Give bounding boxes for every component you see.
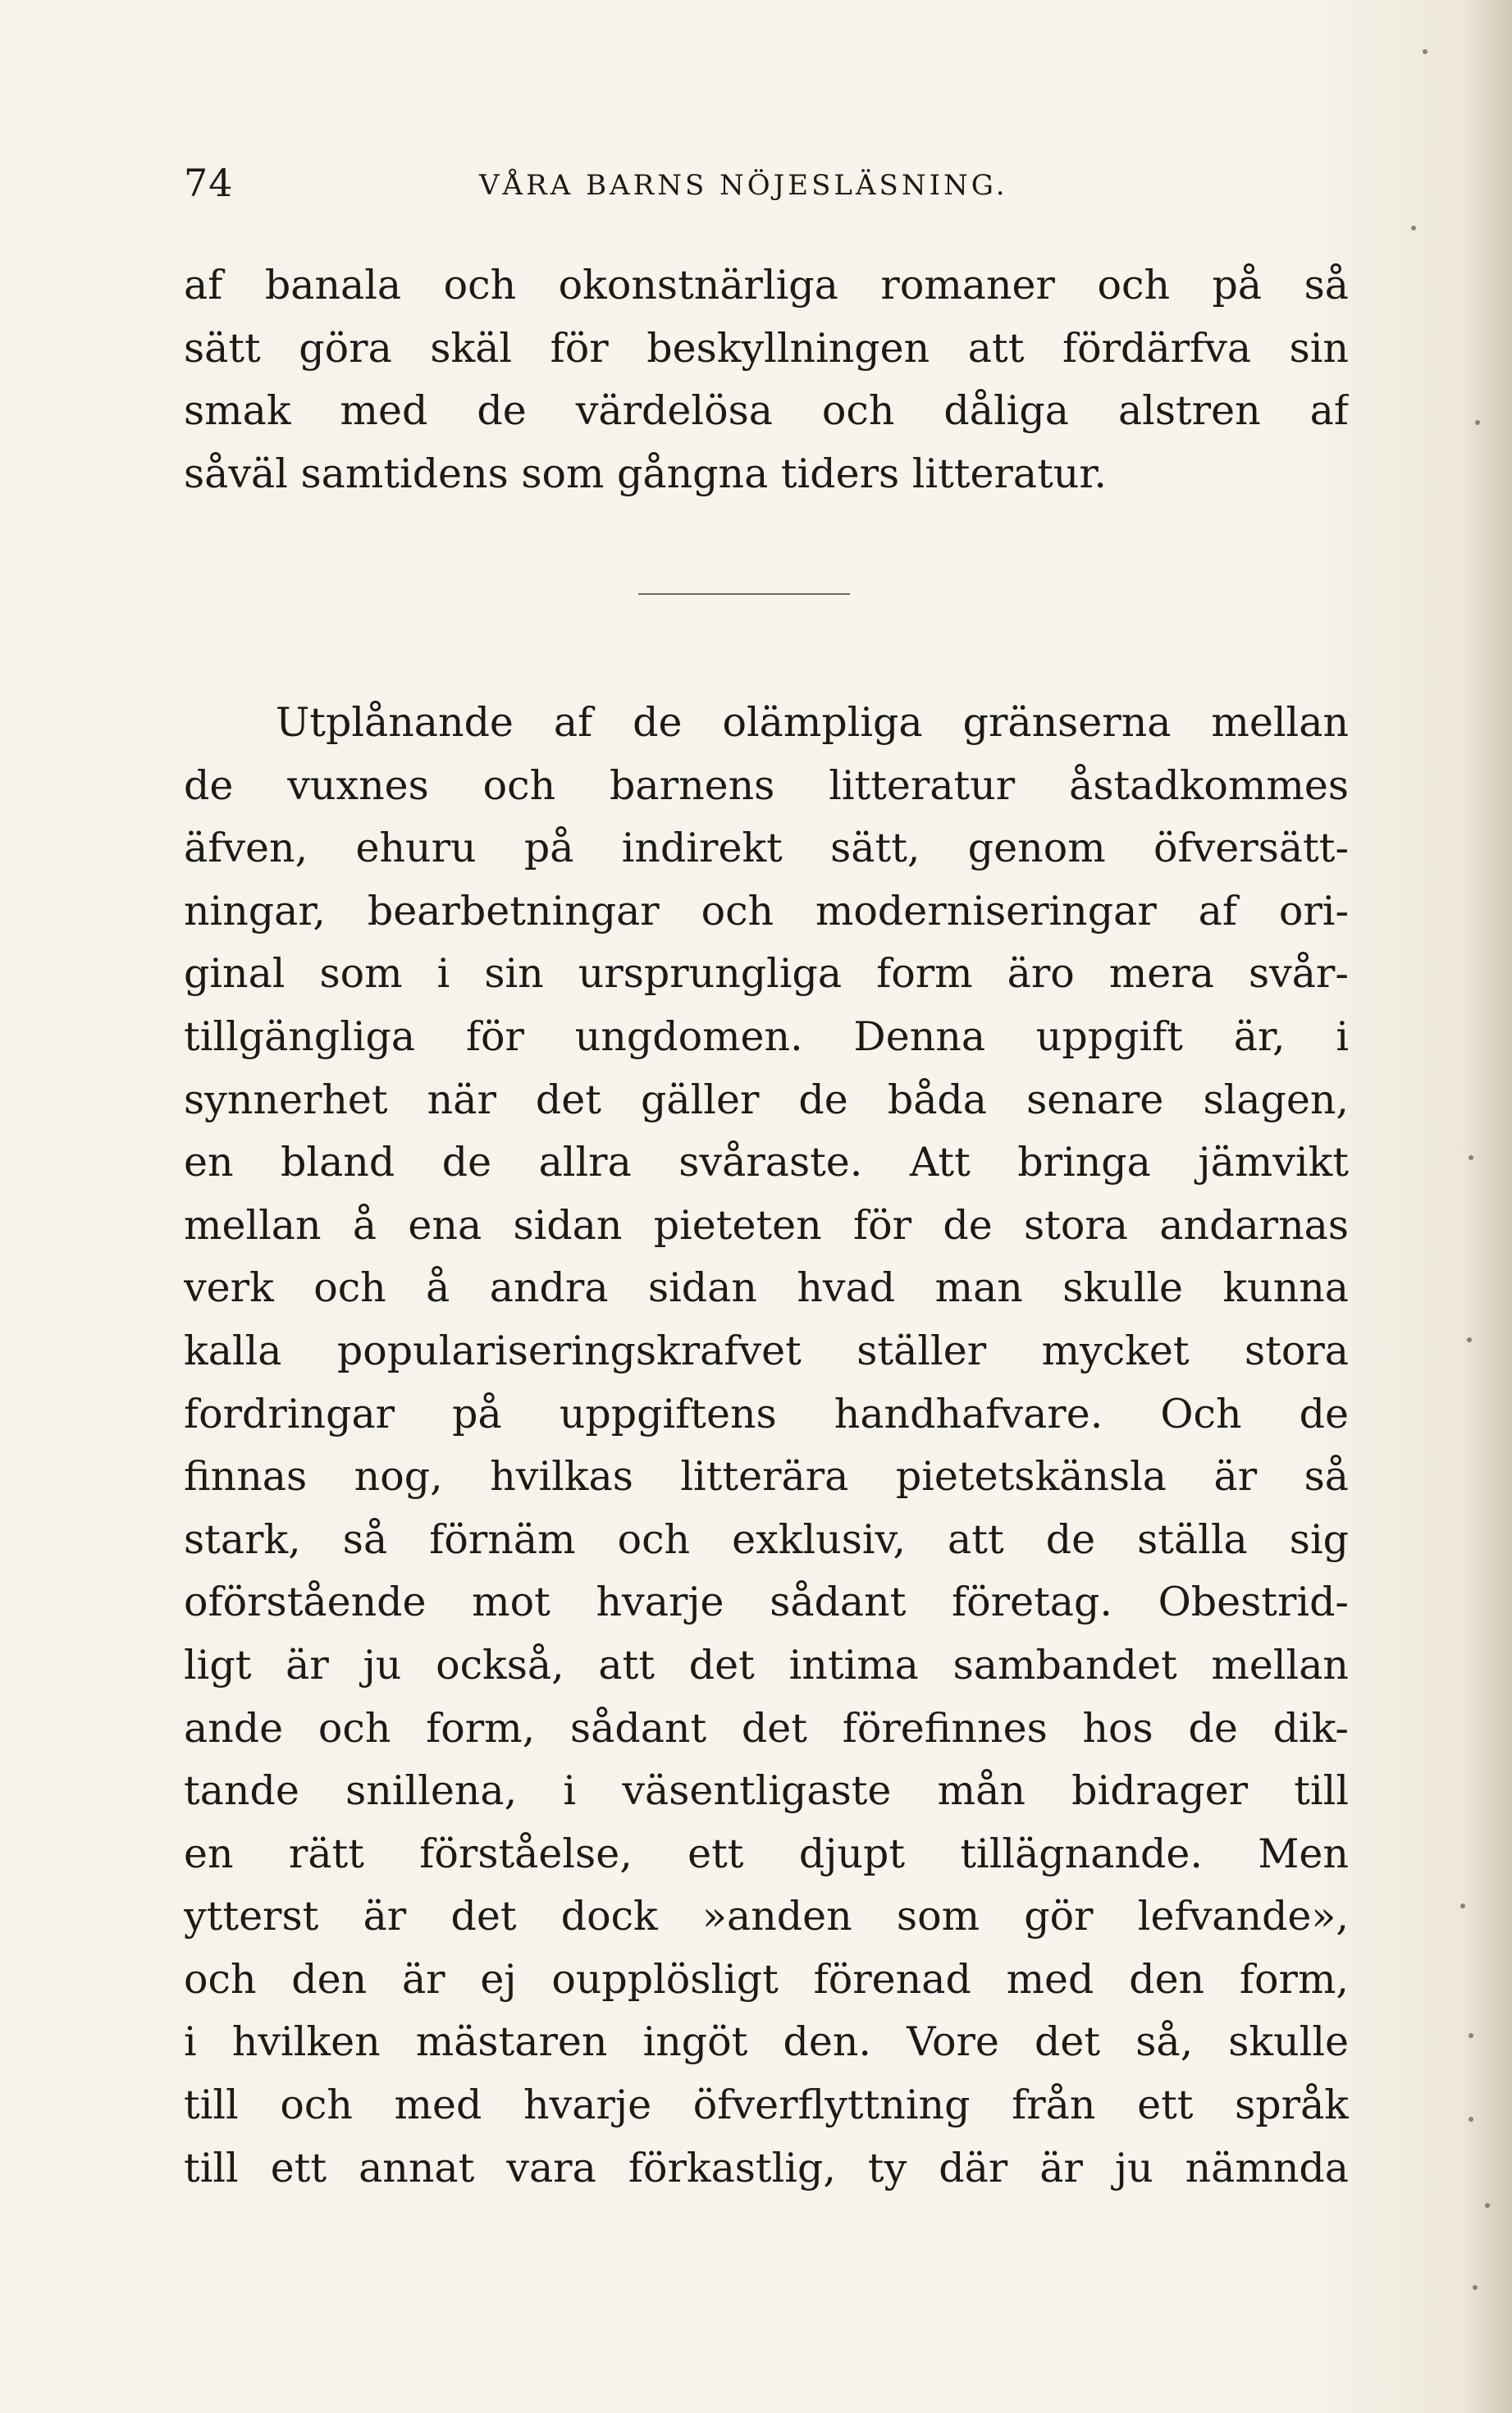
text-line: smak med de värdelösa och dåliga alstren af xyxy=(184,387,1349,435)
scan-speck xyxy=(1469,2033,1473,2038)
scan-speck xyxy=(1485,2203,1490,2208)
text-line: tillgängliga för ungdomen. Denna uppgift är, i xyxy=(184,1012,1349,1060)
text-line: finnas nog, hvilkas litterära pietetskänsla är så xyxy=(184,1453,1349,1501)
text-line: fordringar på uppgiftens handhafvare. Och de xyxy=(184,1390,1349,1437)
scan-speck xyxy=(1469,2117,1473,2122)
text-line: de vuxnes och barnens litteratur åstadkommes xyxy=(184,761,1349,809)
text-line: en bland de allra svåraste. Att bringa jämvikt xyxy=(184,1139,1349,1186)
scan-speck xyxy=(1467,1337,1472,1342)
text-line: ytterst är det dock »anden som gör lefvande», xyxy=(184,1893,1349,1940)
text-line: och den är ej oupplösligt förenad med den form, xyxy=(184,1955,1349,2003)
text-line: såväl samtidens som gångna tiders litteratur. xyxy=(184,450,1107,497)
text-line: Utplånande af de olämpliga gränserna mellan xyxy=(276,699,1349,746)
text-line: af banala och okonstnärliga romaner och på så xyxy=(184,262,1349,308)
text-line: till ett annat vara förkastlig, ty där är ju nämnda xyxy=(184,2144,1349,2191)
paragraph-1 xyxy=(184,254,1349,505)
page-number: 74 xyxy=(184,161,234,205)
scan-speck xyxy=(1469,1155,1473,1160)
text-line: ligt är ju också, att det intima sambandet mellan xyxy=(184,1641,1349,1689)
text-line: oförstående mot hvarje sådant företag. Obestrid- xyxy=(184,1579,1349,1626)
scan-speck xyxy=(1473,2285,1478,2290)
text-line: kalla populariseringskrafvet ställer mycket stora xyxy=(184,1327,1349,1374)
text-line: i hvilken mästaren ingöt den. Vore det så, skulle xyxy=(184,2018,1349,2066)
scan-speck xyxy=(1423,49,1427,54)
text-line: till och med hvarje öfverflyttning från ett språk xyxy=(184,2082,1349,2129)
scan-speck xyxy=(1475,420,1480,425)
page-header xyxy=(184,161,1349,210)
text-line: stark, så förnäm och exklusiv, att de ställa sig xyxy=(184,1515,1349,1563)
scan-speck xyxy=(1411,226,1416,231)
running-head: VÅRA BARNS NÖJESLÄSNING. xyxy=(479,169,1008,202)
section-divider xyxy=(638,593,850,595)
text-line: äfven, ehuru på indirekt sätt, genom öfversätt- xyxy=(184,825,1349,872)
text-line: ande och form, sådant det förefinnes hos de dik- xyxy=(184,1704,1349,1752)
text-line: sätt göra skäl för beskyllningen att fördärfva sin xyxy=(184,324,1349,372)
text-line: ningar, bearbetningar och moderniseringar af ori- xyxy=(184,887,1349,935)
scan-speck xyxy=(1460,1903,1465,1908)
text-line: ginal som i sin ursprungliga form äro mera svår- xyxy=(184,950,1349,998)
text-line: tande snillena, i väsentligaste mån bidrager till xyxy=(184,1767,1349,1815)
page-edge-shadow xyxy=(1463,0,1512,2413)
text-line: en rätt förståelse, ett djupt tillägnande. Men xyxy=(184,1830,1349,1877)
text-line: synnerhet när det gäller de båda senare slagen, xyxy=(184,1076,1349,1123)
text-line: verk och å andra sidan hvad man skulle kunna xyxy=(184,1264,1349,1312)
paragraph-2 xyxy=(184,692,1349,2200)
text-line: mellan å ena sidan pieteten för de stora andarnas xyxy=(184,1201,1349,1249)
